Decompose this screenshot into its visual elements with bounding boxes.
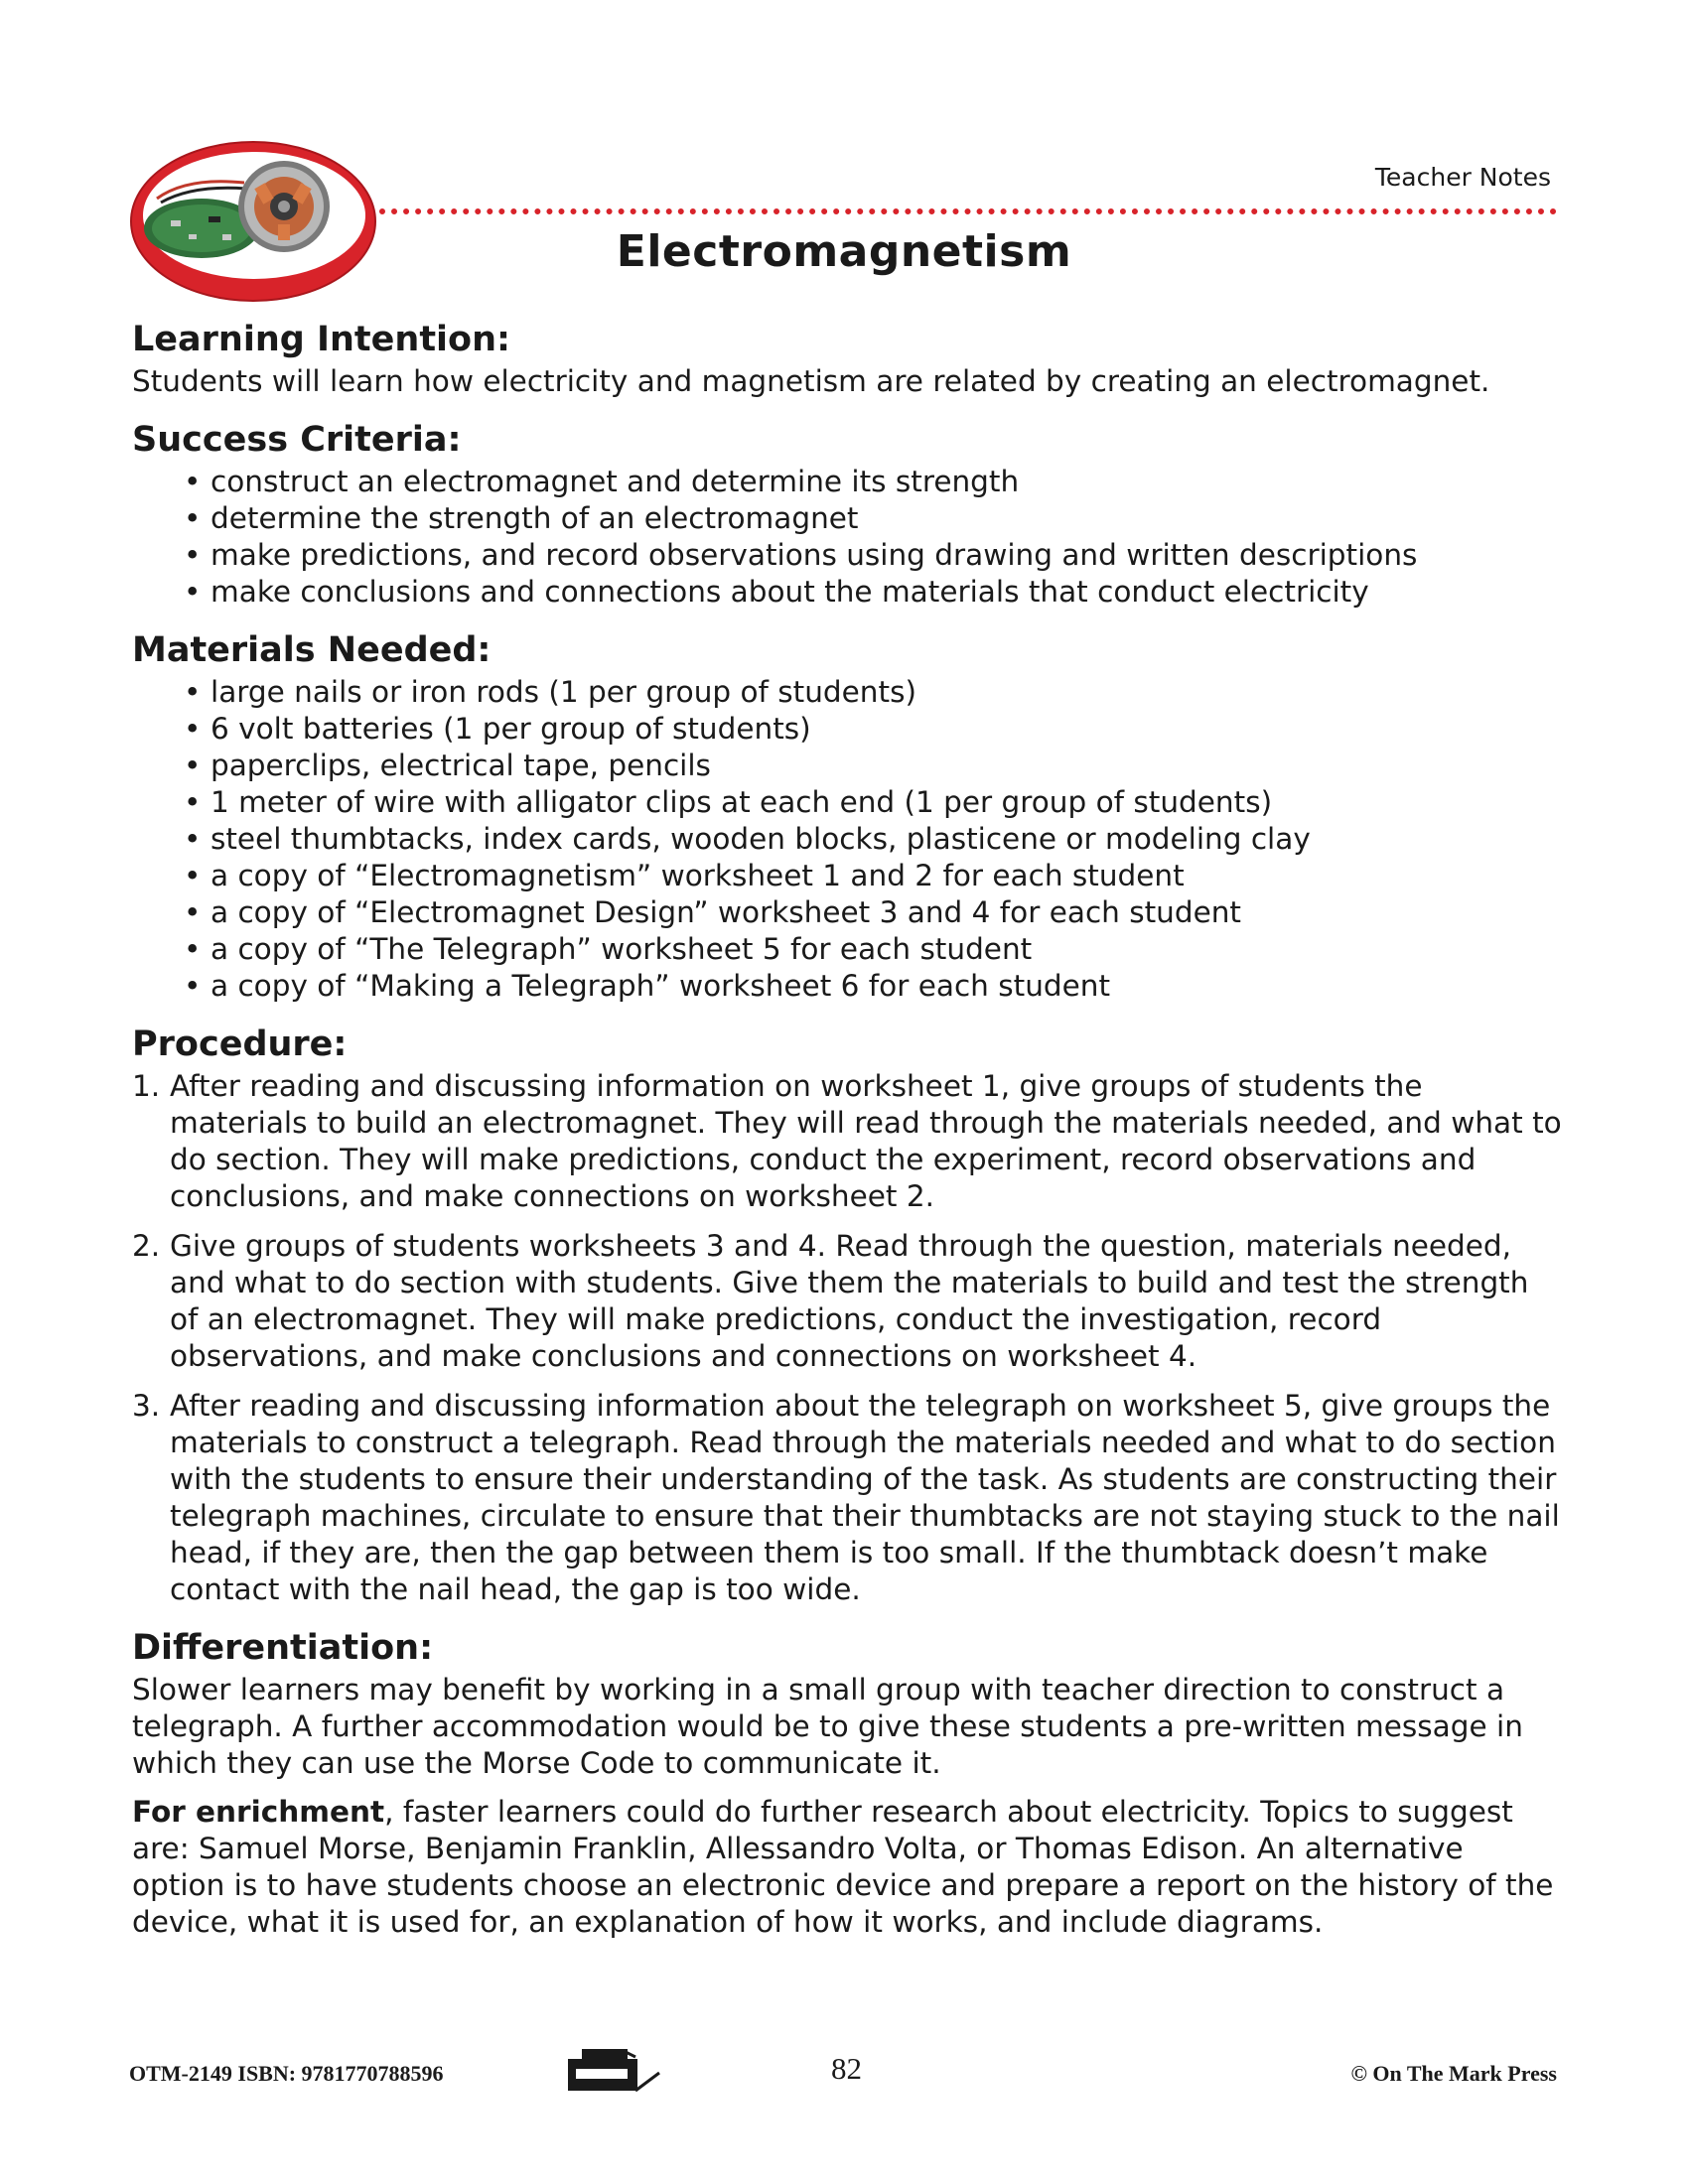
footer-isbn: OTM-2149 ISBN: 9781770788596 (129, 2061, 444, 2086)
step-text: After reading and discussing information about the telegraph on worksheet 5, give groups the materials to construct a telegraph. Read through the materials needed and what to do section with the students to ensure their understanding of the task. As students are constructing their telegraph machines, circulate to ensure that their thumbtacks are not staying stuck to the nail head, if they are, then the gap between them is too small. If the thumbtack doesn’t make contact with the nail head, the gap is too wide. (170, 1389, 1560, 1606)
success-criteria-heading: Success Criteria: (132, 420, 462, 460)
step-text: After reading and discussing information on worksheet 1, give groups of students the materials to build an electromagnet. They will read through the materials needed, and what to do section. They will make predictions, conduct the experiment, record observations and conclusions, and make connections on worksheet 2. (170, 1069, 1562, 1213)
list-item: • 1 meter of wire with alligator clips at each end (1 per group of students) (184, 785, 1273, 819)
list-item: • large nails or iron rods (1 per group of students) (184, 675, 916, 709)
header-label: Teacher Notes (1374, 163, 1551, 192)
learning-intention-text: Students will learn how electricity and magnetism are related by creating an electromagnet. (132, 364, 1490, 398)
enrichment-paragraph (132, 1794, 1562, 1941)
list-item: • steel thumbtacks, index cards, wooden blocks, plasticene or modeling clay (184, 822, 1311, 856)
materials-heading: Materials Needed: (132, 630, 492, 670)
step-number: 2. (132, 1229, 161, 1263)
enrichment-label: For enrichment (132, 1795, 385, 1829)
learning-intention-section (132, 318, 1562, 400)
main-content (132, 318, 1562, 1959)
footer-copyright: © On The Mark Press (1350, 2061, 1557, 2086)
materials-list (132, 674, 1562, 1005)
page-number: 82 (831, 2051, 862, 2086)
list-item: • 6 volt batteries (1 per group of students) (184, 712, 811, 746)
header-divider (379, 208, 1557, 214)
step-number: 1. (132, 1069, 161, 1103)
differentiation-section (132, 1626, 1562, 1941)
list-item: • construct an electromagnet and determine its strength (184, 465, 1020, 498)
procedure-section (132, 1023, 1562, 1608)
list-item: • a copy of “Making a Telegraph” worksheet 6 for each student (184, 969, 1111, 1003)
learning-intention-heading: Learning Intention: (132, 320, 511, 359)
list-item: • determine the strength of an electromagnet (184, 501, 859, 535)
step-number: 3. (132, 1389, 161, 1423)
list-item: • paperclips, electrical tape, pencils (184, 749, 711, 782)
differentiation-text: Slower learners may benefit by working in a small group with teacher direction to construct a telegraph. A further accommodation would be to give these students a pre-written message in which they can use the Morse Code to communicate it. (132, 1673, 1523, 1780)
materials-section (132, 628, 1562, 1005)
list-item: • a copy of “Electromagnet Design” worksheet 3 and 4 for each student (184, 895, 1242, 929)
electric-motor-photo (127, 137, 379, 306)
list-item: • make conclusions and connections about the materials that conduct electricity (184, 575, 1369, 609)
success-criteria-section (132, 418, 1562, 611)
success-criteria-list (132, 464, 1562, 611)
page-title: Electromagnetism (616, 226, 1072, 277)
teacher-desk-icon (566, 2047, 663, 2093)
procedure-list (132, 1068, 1562, 1608)
procedure-step (132, 1388, 1562, 1608)
differentiation-heading: Differentiation: (132, 1628, 434, 1668)
page-footer (129, 2047, 1557, 2097)
procedure-heading: Procedure: (132, 1024, 348, 1064)
step-text: Give groups of students worksheets 3 and 4. Read through the question, materials needed, and what to do section with students. Give them the materials to build and test the strength of an electromagnet. They will make predictions, conduct the investigation, record observations, and make conclusions and connections on worksheet 4. (170, 1229, 1529, 1373)
procedure-step (132, 1068, 1562, 1215)
procedure-step (132, 1228, 1562, 1375)
enrichment-text: , faster learners could do further research about electricity. Topics to suggest are: Samuel Morse, Benjamin Franklin, Allessandro Volta, or Thomas Edison. An alternative option is to have students choose an electronic device and prepare a report on the history of the device, what it is used for, an explanation of how it works, and include diagrams. (132, 1795, 1554, 1939)
list-item: • a copy of “Electromagnetism” worksheet 1 and 2 for each student (184, 859, 1185, 892)
list-item: • a copy of “The Telegraph” worksheet 5 for each student (184, 932, 1033, 966)
list-item: • make predictions, and record observations using drawing and written descriptions (184, 538, 1418, 572)
